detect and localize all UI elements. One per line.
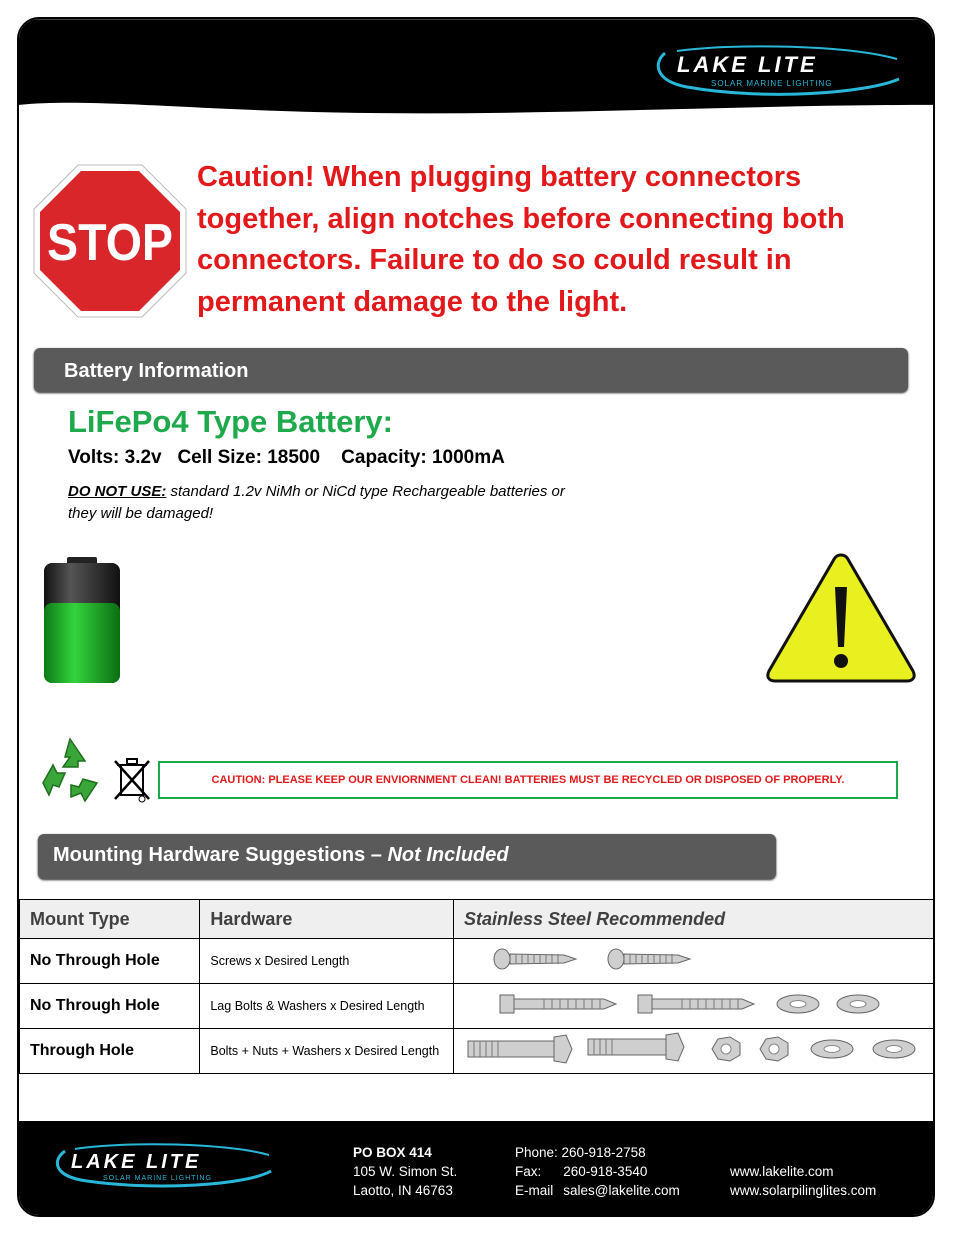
mount-type-cell: Through Hole	[20, 1029, 200, 1074]
do-not-use-label: DO NOT USE:	[68, 483, 167, 500]
do-not-use-text: standard 1.2v NiMh or NiCd type Rechargeable batteries or they will be damaged!	[68, 483, 565, 522]
table-row	[20, 939, 935, 984]
column-header-mount-type: Mount Type	[20, 900, 200, 939]
footer-po-box: PO BOX 414	[353, 1145, 432, 1160]
battery-specs: Volts: 3.2v Cell Size: 18500 Capacity: 1000mA	[68, 447, 505, 468]
recycle-icon	[35, 735, 105, 805]
battery-warning-note	[68, 481, 588, 525]
footer-logo-tagline: SOLAR MARINE LIGHTING	[103, 1175, 212, 1182]
recycle-caution-box: CAUTION: PLEASE KEEP OUR ENVIORNMENT CLEAN! BATTERIES MUST BE RECYCLED OR DISPOSED OF PROPERLY.	[158, 761, 898, 799]
mount-type-cell: No Through Hole	[20, 984, 200, 1029]
footer-logo-text: LAKE LITE	[71, 1151, 202, 1173]
mounting-heading-text: Mounting Hardware Suggestions –	[53, 844, 388, 866]
hardware-cell: Lag Bolts & Washers x Desired Length	[200, 984, 454, 1029]
footer-fax-label: Fax:	[515, 1164, 542, 1179]
hardware-table	[19, 899, 935, 1074]
hardware-image-cell	[454, 1029, 935, 1074]
footer-logo	[47, 1141, 277, 1191]
stop-sign-icon	[32, 163, 188, 319]
stop-sign-text: STOP	[47, 214, 173, 272]
hardware-cell: Screws x Desired Length	[200, 939, 454, 984]
hardware-image-cell	[454, 984, 935, 1029]
footer-contact	[515, 1143, 680, 1200]
table-header-row	[20, 900, 935, 939]
footer	[19, 1121, 933, 1217]
battery-info-heading: Battery Information	[64, 360, 249, 382]
header-logo-text: LAKE LITE	[677, 52, 818, 77]
footer-website-link[interactable]: www.solarpilinglites.com	[730, 1183, 877, 1198]
footer-street: 105 W. Simon St.	[353, 1164, 458, 1179]
footer-fax-number: 260-918-3540	[563, 1164, 648, 1179]
footer-websites	[730, 1162, 876, 1200]
bolts-nuts-washers-icon	[464, 1031, 924, 1067]
footer-phone: Phone: 260-918-2758	[515, 1145, 646, 1160]
footer-email-row	[515, 1181, 680, 1200]
battery-type-title: LiFePo4 Type Battery:	[68, 404, 394, 439]
table-row	[20, 984, 935, 1029]
mounting-heading-italic: Not Included	[387, 844, 509, 866]
mounting-heading	[53, 844, 509, 867]
screws-icon	[464, 944, 724, 974]
lag-bolts-washers-icon	[464, 987, 904, 1021]
warning-icon	[765, 551, 917, 685]
header-logo-tagline: SOLAR MARINE LIGHTING	[711, 79, 833, 88]
caution-message: Caution! When plugging battery connectors together, align notches before connecting both connectors. Failure to do so could result in permanent damage to the light.	[197, 161, 845, 318]
hardware-image-cell	[454, 939, 935, 984]
mounting-hardware-header	[38, 834, 776, 879]
footer-city: Laotto, IN 46763	[353, 1183, 453, 1198]
crossed-bin-icon	[111, 755, 155, 805]
footer-email[interactable]: sales@lakelite.com	[563, 1183, 680, 1198]
mount-type-cell: No Through Hole	[20, 939, 200, 984]
header-logo	[647, 43, 909, 97]
hardware-cell: Bolts + Nuts + Washers x Desired Length	[200, 1029, 454, 1074]
page-frame	[17, 17, 935, 1217]
table-row	[20, 1029, 935, 1074]
column-header-hardware: Hardware	[200, 900, 454, 939]
battery-info-header	[34, 348, 908, 392]
footer-address	[353, 1143, 457, 1200]
battery-icon	[41, 557, 123, 685]
footer-fax	[515, 1162, 680, 1181]
footer-email-label: E-mail	[515, 1183, 554, 1198]
footer-website-link[interactable]: www.lakelite.com	[730, 1164, 834, 1179]
column-header-stainless: Stainless Steel Recommended	[454, 900, 935, 939]
